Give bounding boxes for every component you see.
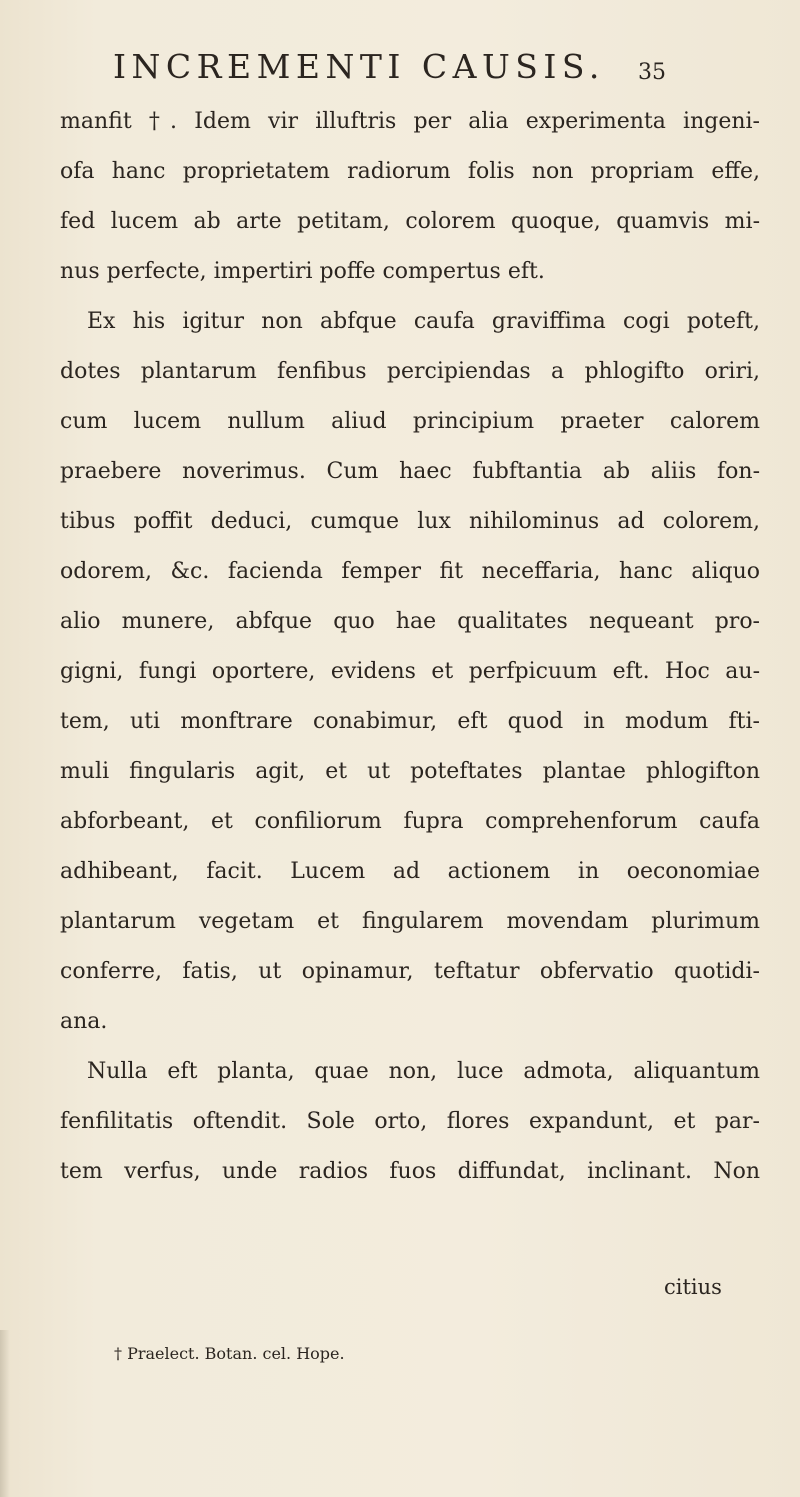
page-header bbox=[0, 42, 800, 92]
footnote: † Praelect. Botan. cel. Hope. bbox=[114, 1344, 345, 1363]
text-line: ana. bbox=[60, 1009, 108, 1034]
catchword: citius bbox=[664, 1275, 722, 1299]
page-number: 35 bbox=[638, 60, 666, 85]
text-line: tem, uti monftrare conabimur, eft quod in modum fti- bbox=[60, 709, 760, 734]
text-line: plantarum vegetam et fingularem movendam plurimum bbox=[60, 909, 760, 934]
body-text bbox=[60, 97, 760, 1197]
text-line: odorem, &c. facienda femper fit neceffaria, hanc aliquo bbox=[60, 559, 760, 584]
running-title: INCREMENTI CAUSIS. bbox=[113, 47, 605, 86]
text-line: conferre, fatis, ut opinamur, teftatur obfervatio quotidi- bbox=[60, 959, 760, 984]
text-line: fed lucem ab arte petitam, colorem quoque, quamvis mi- bbox=[60, 209, 760, 234]
text-line: muli fingularis agit, et ut poteftates plantae phlogifton bbox=[60, 759, 760, 784]
text-line: tibus poffit deduci, cumque lux nihilominus ad colorem, bbox=[60, 509, 760, 534]
spine-shadow bbox=[0, 1330, 10, 1497]
text-line: adhibeant, facit. Lucem ad actionem in oeconomiae bbox=[60, 859, 760, 884]
text-line: abforbeant, et confiliorum fupra comprehenforum caufa bbox=[60, 809, 760, 834]
text-line: praebere noverimus. Cum haec fubftantia ab aliis fon- bbox=[60, 459, 760, 484]
text-line: fenfilitatis oftendit. Sole orto, flores expandunt, et par- bbox=[60, 1109, 760, 1134]
text-line: dotes plantarum fenfibus percipiendas a phlogifto oriri, bbox=[60, 359, 760, 384]
text-line: alio munere, abfque quo hae qualitates nequeant pro- bbox=[60, 609, 760, 634]
text-line: Ex his igitur non abfque caufa graviffima cogi poteft, bbox=[87, 309, 760, 334]
text-line: cum lucem nullum aliud principium praeter calorem bbox=[60, 409, 760, 434]
text-line: Nulla eft planta, quae non, luce admota, aliquantum bbox=[87, 1059, 760, 1084]
text-line: manfit †. Idem vir illuftris per alia experimenta ingeni- bbox=[60, 109, 760, 134]
text-line: gigni, fungi oportere, evidens et perfpicuum eft. Hoc au- bbox=[60, 659, 760, 684]
text-line: ofa hanc proprietatem radiorum folis non propriam effe, bbox=[60, 159, 760, 184]
text-line: tem verfus, unde radios fuos diffundat, inclinant. Non bbox=[60, 1159, 760, 1184]
text-line: nus perfecte, impertiri poffe compertus eft. bbox=[60, 259, 545, 284]
